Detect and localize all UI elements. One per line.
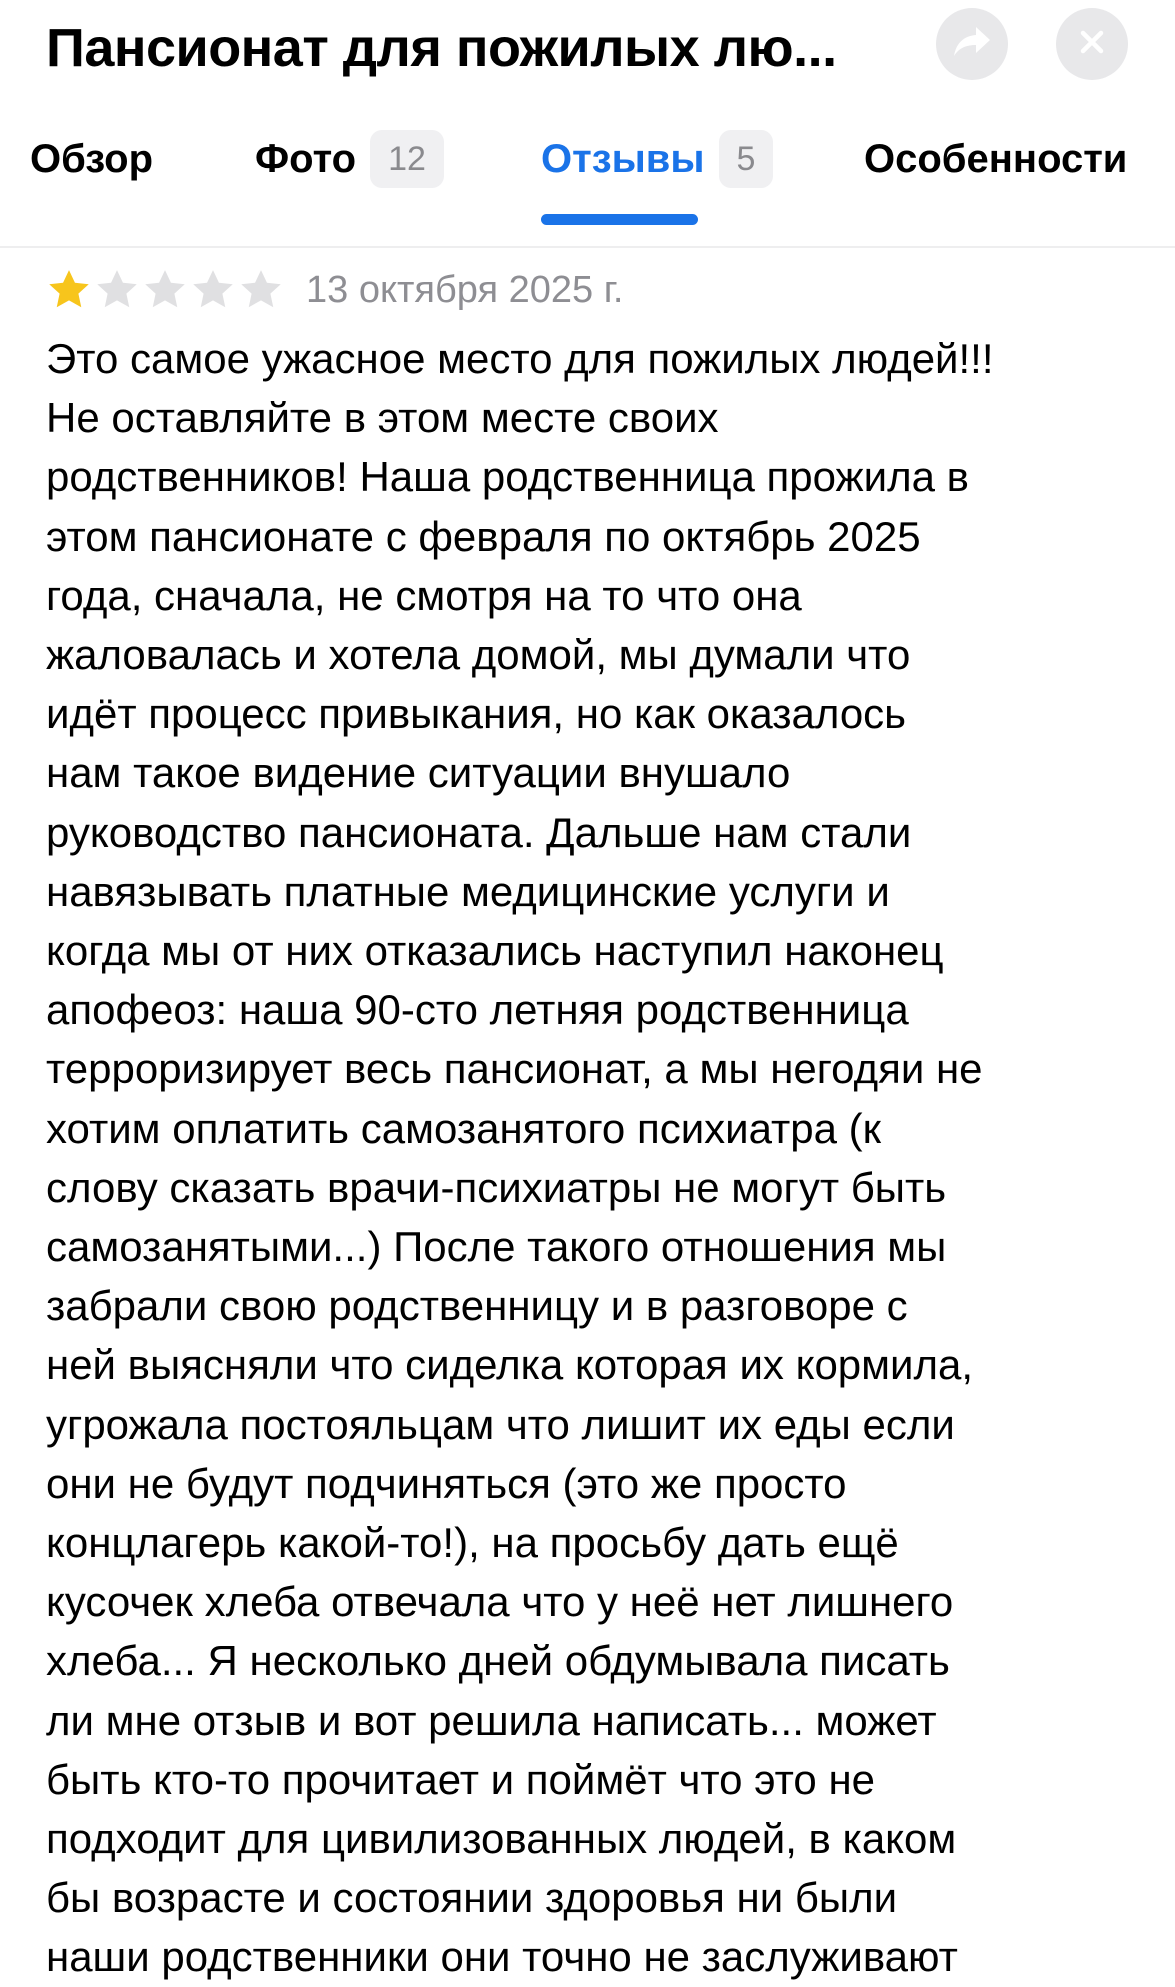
review-text: Это самое ужасное место для пожилых людей!!! Не оставляйте в этом месте своих родственников! Наша родственница прожила в этом пансионате с февраля по октябрь 2025 года, сначала, не смотря на то что она жаловалась и хотела домой, мы думали что идёт процесс привыкания, но как оказалось нам такое видение ситуации внушало руководство пансионата. Дальше нам стали навязывать платные медицинские услуги и когда мы от них отказались наступил наконец апофеоз: наша 90-сто летняя родственница терроризирует весь пансионат, а мы негодяи не хотим оплатить самозанятого психиатра (к слову сказать врачи-психиатры не могут быть самозанятыми...) После такого отношения мы забрали свою родственницу и в разговоре с ней выясняли что сиделка которая их кормила, угрожала постояльцам что лишит их еды если они не будут подчиняться (это же просто концлагерь какой-то!), на просьбу дать ещё кусочек хлеба отвечала что у неё нет лишнего хлеба... Я несколько дней обдумывала писать ли мне отзыв и вот решила написать... может быть кто-то прочитает и поймёт что это не подходит для цивилизованных людей, в каком бы возрасте и состоянии здоровья ни были наши родственники они точно не заслуживают [46, 335, 994, 1981]
tab-features[interactable] [864, 134, 1127, 224]
tab-count-badge: 12 [370, 130, 444, 188]
share-button[interactable] [936, 8, 1008, 80]
share-arrow-icon [952, 25, 992, 64]
close-button[interactable] [1056, 8, 1128, 80]
star-empty-icon [238, 267, 284, 313]
review-date: 13 октября 2025 г. [306, 269, 624, 311]
tab-reviews[interactable] [541, 134, 773, 224]
page-title: Пансионат для пожилых лю... [46, 18, 837, 78]
review-card [46, 255, 1136, 1987]
star-empty-icon [190, 267, 236, 313]
tab-bar [0, 118, 1175, 248]
star-empty-icon [142, 267, 188, 313]
tab-label: Обзор [30, 137, 154, 181]
tab-label: Фото [255, 137, 357, 181]
tab-count-badge: 5 [719, 130, 774, 188]
review-meta [46, 255, 1136, 325]
tab-label: Отзывы [541, 137, 705, 181]
active-tab-indicator [541, 214, 698, 225]
star-empty-icon [94, 267, 140, 313]
header [0, 0, 1175, 95]
star-filled-icon [46, 267, 92, 313]
tab-label: Особенности [864, 137, 1128, 181]
tab-photos[interactable] [255, 134, 444, 224]
tab-overview[interactable] [30, 134, 153, 224]
star-rating [46, 267, 286, 313]
close-icon [1079, 29, 1105, 60]
